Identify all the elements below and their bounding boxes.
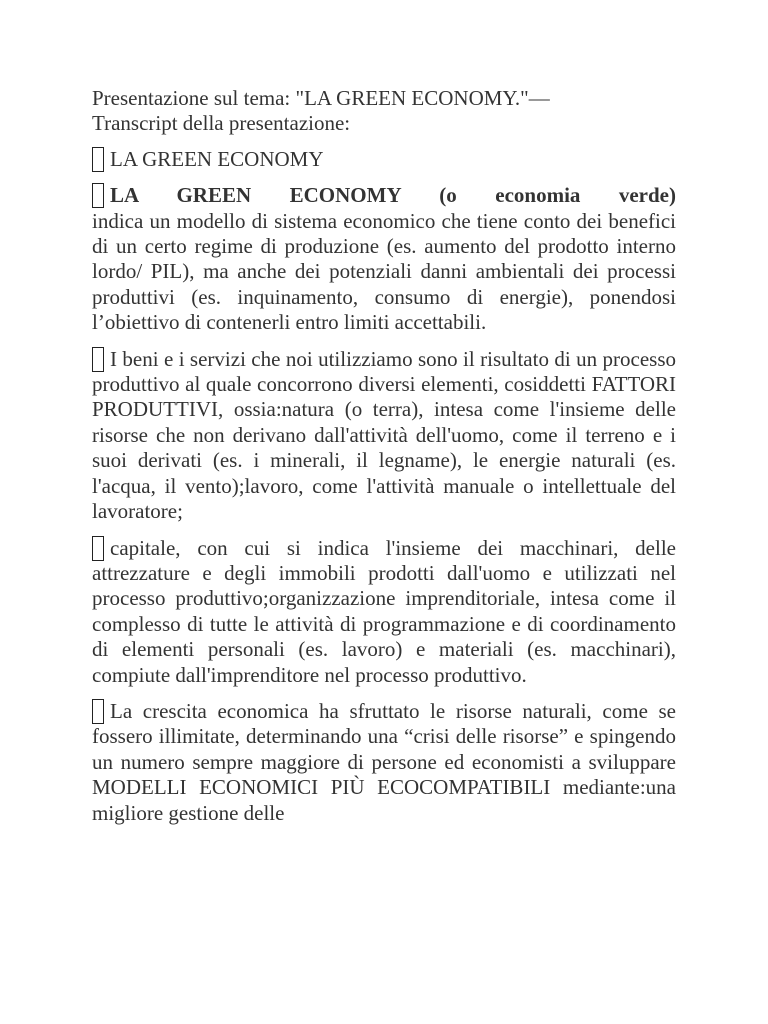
missing-glyph-box-icon [92,536,104,561]
slide-5-text: La crescita economica ha sfruttato le risorse naturali, come se fossero illimitate, determinando una “crisi delle risorse” e spingendo un numero sempre maggiore di persone ed economisti a sviluppare MODELLI ECONOMICI PIÙ ECOCOMPATIBILI mediante:una migliore gestione delle [92,698,676,825]
slide-1-text: LA GREEN ECONOMY [110,146,324,171]
slide-paragraph-5 [92,699,676,826]
missing-glyph-box-icon [92,347,104,372]
page-title [92,86,676,137]
slide-2-bold-lead: LA GREEN ECONOMY (o economia verde) [110,183,676,208]
missing-glyph-box-icon [92,183,104,208]
slide-3-text: I beni e i servizi che noi utilizziamo sono il risultato di un processo produttivo al quale concorrono diversi elementi, cosiddetti FATTORI PRODUTTIVI, ossia:natura (o terra), intesa come l'insieme delle risorse che non derivano dall'attività dell'uomo, come il terreno e i suoi derivati (es. i minerali, il legname), le energie naturali (es. l'acqua, il vento);lavoro, come l'attività manuale o intellettuale del lavoratore; [92,346,676,524]
document-page [92,86,676,837]
title-line-2: Transcript della presentazione: [92,111,351,136]
missing-glyph-box-icon [92,699,104,724]
slide-paragraph-4 [92,536,676,688]
slide-paragraph-3 [92,347,676,525]
slide-2-text: indica un modello di sistema economico che tiene conto dei benefici di un certo regime di produzione (es. aumento del prodotto interno lordo/ PIL), ma anche dei potenziali danni ambientali dei processi produttivi (es. inquinamento, consumo di energie), ponendosi l’obiettivo di contenerli entro limiti accettabili. [92,208,676,335]
missing-glyph-box-icon [92,147,104,172]
slide-paragraph-1 [92,147,676,172]
slide-paragraph-2 [92,183,676,335]
slide-2-heading-line [92,183,676,208]
title-line-1: Presentazione sul tema: "LA GREEN ECONOMY."— [92,86,550,110]
slide-4-text: capitale, con cui si indica l'insieme dei macchinari, delle attrezzature e degli immobili prodotti dall'uomo e utilizzati nel processo produttivo;organizzazione imprenditoriale, intesa come il complesso di tutte le attività di programmazione e di coordinamento di elementi personali (es. lavoro) e materiali (es. macchinari), compiute dall'imprenditore nel processo produttivo. [92,535,676,687]
